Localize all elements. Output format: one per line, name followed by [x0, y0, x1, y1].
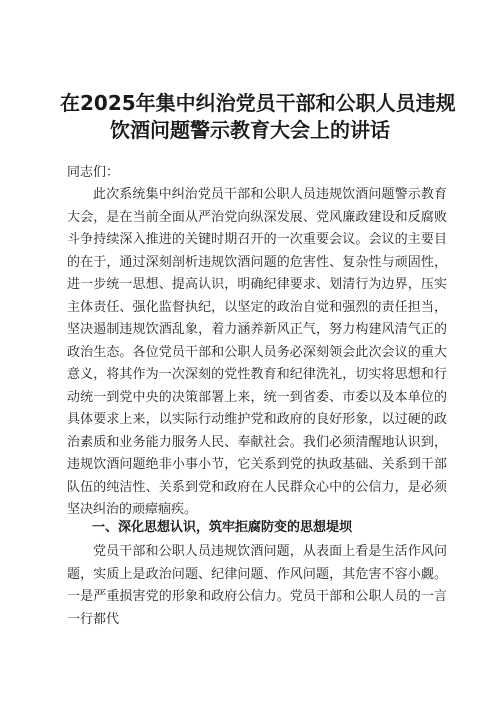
- paragraph-section-1: 党员干部和公职人员违规饮酒问题，从表面上看是生活作风问题，实质上是政治问题、纪律问题、作风问题，其危害不容小觑。一是严重损害党的形象和政府公信力。党员干部和公职人员的一言一行都代: [67, 544, 447, 627]
- paragraph-intro: 此次系统集中纠治党员干部和公职人员违规饮酒问题警示教育大会，是在当前全面从严治党向纵深发展、党风廉政建设和反腐败斗争持续深入推进的关键时期召开的一次重要会议。会议的主要目的在于，通过深刻剖析违规饮酒问题的危害性、复杂性与顽固性，进一步统一思想、提高认识，明确纪律要求、划清行为边界，压实主体责任、强化监督执纪，以坚定的政治自觉和强烈的责任担当，坚决遏制违规饮酒乱象，着力涵养新风正气，努力构建风清气正的政治生态。各位党员干部和公职人员务必深刻领会此次会议的重大意义，将其作为一次深刻的党性教育和纪律洗礼，切实将思想和行动统一到党中央的决策部署上来，统一到省委、市委以及本单位的具体要求上来，以实际行动维护党和政府的良好形象，以过硬的政治素质和业务能力服务人民、奉献社会。我们必须清醒地认识到，违规饮酒问题绝非小事小节，它关系到党的执政基础、关系到干部队伍的纯洁性、关系到党和政府在人民群众心中的公信力，是必须坚决纠治的顽瘴痼疾。: [67, 187, 447, 517]
- greeting: 同志们：: [67, 165, 120, 180]
- section-heading-1: 一、深化思想认识，筑牢拒腐防变的思想堤坝: [92, 520, 353, 535]
- document-title-line-2: 饮酒问题警示教育大会上的讲话: [110, 118, 390, 142]
- document-title-line-1: 在2025年集中纠治党员干部和公职人员违规: [60, 91, 456, 115]
